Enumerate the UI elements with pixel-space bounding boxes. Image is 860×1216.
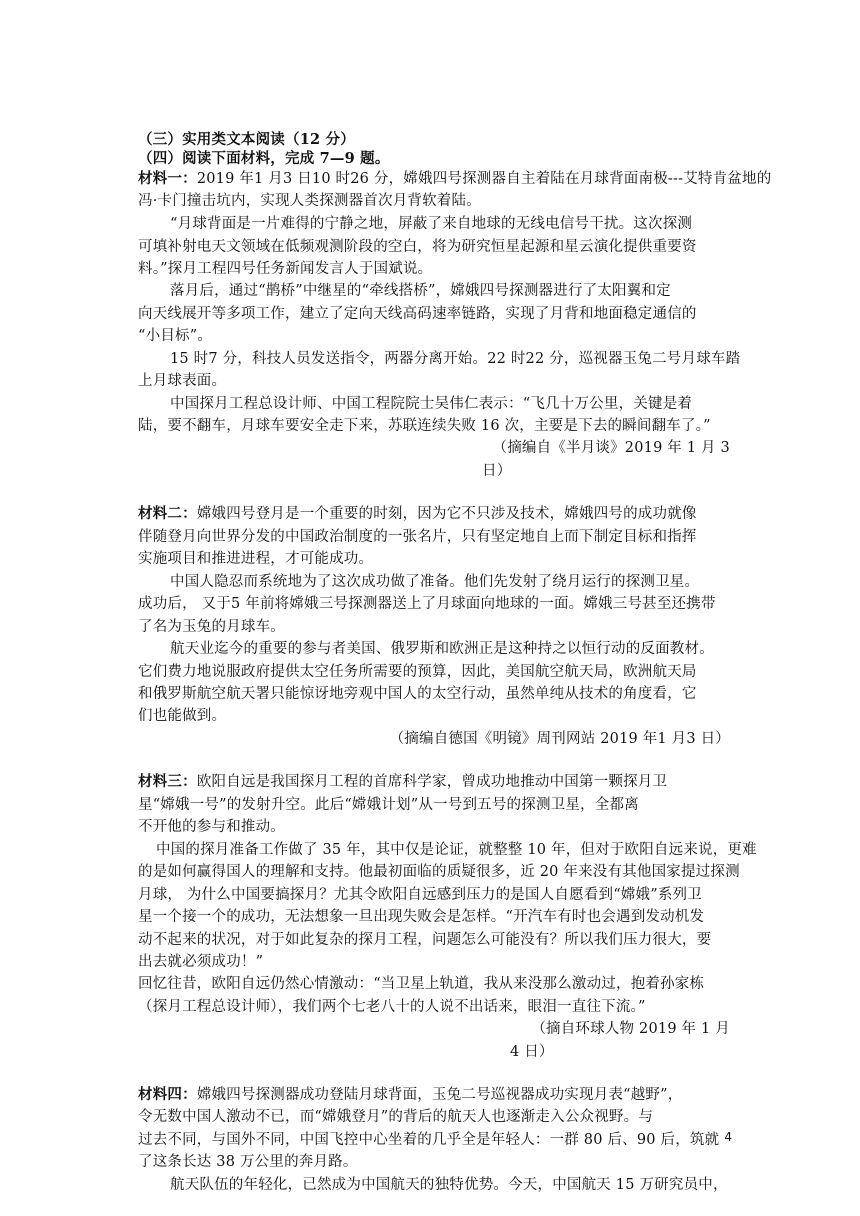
material-1-line-2: 冯·卡门撞击坑内，实现人类探测器首次月背软着陆。	[138, 193, 481, 209]
material-3-text: 欧阳自远是我国探月工程的首席科学家，曾成功地推动中国第一颗探月卫	[196, 774, 668, 790]
material-2-line-7: 航天业迄今的重要的参与者美国、俄罗斯和欧洲正是这种持之以恒行动的反面教材。	[170, 641, 714, 657]
material-3-line-2: 星“嫦娥一号”的发射升空。此后“嫦娥计划”从一号到五号的探测卫星，全都离	[138, 797, 639, 813]
material-4-label: 材料四：	[138, 1086, 197, 1103]
material-2-line-6: 了名为玉兔的月球车。	[138, 619, 285, 635]
material-4-line-4: 了这条长达 38 万公里的奔月路。	[138, 1154, 358, 1170]
material-2-label: 材料二：	[138, 505, 197, 522]
page-number: 4	[724, 1130, 732, 1144]
material-2-line-8: 它们费力地说服政府提供太空任务所需要的预算，因此，美国航空航天局，欧洲航天局	[138, 664, 697, 680]
material-3-line-8: 动不起来的状况，对于如此复杂的探月工程，问题怎么可能没有？所以我们压力很大，要	[138, 932, 712, 948]
material-1-line-10: 上月球表面。	[138, 373, 227, 389]
material-1-line-8: “小目标”。	[138, 328, 213, 344]
material-1-label: 材料一：	[138, 170, 197, 187]
section-title: （三）实用类文本阅读（12 分）	[138, 131, 355, 148]
material-3-line-6: 月球， 为什么中国要搞探月？尤其令欧阳自远感到压力的是国人自愿看到“嫦娥”系列卫	[138, 887, 702, 903]
material-3-line-11: （探月工程总设计师），我们两个七老八十的人说不出话来，眼泪一直往下流。”	[138, 999, 646, 1015]
material-3-line-7: 星一个接一个的成功，无法想象一旦出现失败会是怎样。“开汽车有时也会遇到发动机发	[138, 909, 705, 925]
material-1-source-cont: 日）	[482, 463, 512, 479]
material-3-source: （摘自环球人物 2019 年 1 月	[531, 1021, 730, 1037]
material-1-line-9: 15 时7 分，科技人员发送指令，两器分离开始。22 时22 分，巡视器玉兔二号月球车踏	[170, 351, 741, 367]
material-3-line-1	[138, 772, 667, 792]
material-4-line-2: 令无数中国人激动不已，而“嫦娥登月”的背后的航天人也逐渐走入公众视野。与	[138, 1109, 654, 1125]
material-4-line-3: 过去不同，与国外不同，中国飞控中心坐着的几乎全是年轻人：一群 80 后、90 后，筑就	[138, 1132, 720, 1148]
material-2-line-10: 们也能做到。	[138, 708, 227, 724]
material-3-label: 材料三：	[138, 773, 197, 790]
material-1-line-12: 陆，要不翻车，月球车要安全走下来，苏联连续失败 16 次，主要是下去的瞬间翻车了。”	[138, 418, 711, 434]
material-1-line-1	[138, 169, 771, 189]
material-3-line-3: 不开他的参与和推动。	[138, 819, 285, 835]
material-1-text: 2019 年1 月3 日10 时26 分，嫦娥四号探测器自主着陆在月球背面南极---艾特肯盆地的	[196, 171, 772, 187]
material-3-line-9: 出去就必须成功！”	[138, 954, 264, 970]
material-3-source-cont: 4 日）	[510, 1044, 554, 1060]
material-4-line-1	[138, 1085, 682, 1105]
material-1-line-11: 中国探月工程总设计师、中国工程院院士吴伟仁表示：“飞几十万公里，关键是着	[170, 396, 693, 412]
material-2-line-2: 伴随登月向世界分发的中国政治制度的一张名片，只有坚定地自上而下制定目标和指挥	[138, 529, 697, 545]
material-4-line-5: 航天队伍的年轻化，已然成为中国航天的独特优势。今天，中国航天 15 万研究员中，	[170, 1177, 728, 1193]
material-2-line-9: 和俄罗斯航空航天署只能惊讶地旁观中国人的太空行动，虽然单纯从技术的角度看，它	[138, 686, 697, 702]
material-1-source: （摘编自《半月谈》2019 年 1 月 3	[492, 440, 730, 456]
material-2-line-1	[138, 504, 697, 524]
material-3-line-10: 回忆往昔，欧阳自远仍然心情激动：“当卫星上轨道，我从来没那么激动过，抱着孙家栋	[138, 976, 705, 992]
material-1-line-5: 料。”探月工程四号任务新闻发言人于国斌说。	[138, 261, 433, 277]
material-3-line-5: 的是如何赢得国人的理解和支持。他最初面临的质疑很多，近 20 年来没有其他国家提过探测	[138, 864, 740, 880]
material-1-line-7: 向天线展开等多项工作，建立了定向天线高码速率链路，实现了月背和地面稳定通信的	[138, 306, 697, 322]
material-1-line-4: 可填补射电天文领域在低频观测阶段的空白，将为研究恒星起源和星云演化提供重要资	[138, 239, 697, 255]
material-1-line-3: “月球背面是一片难得的宁静之地，屏蔽了来自地球的无线电信号干扰。这次探测	[170, 216, 693, 232]
material-3-line-4: 中国的探月准备工作做了 35 年，其中仅是论证，就整整 10 年，但对于欧阳自远来说，更难	[156, 842, 757, 858]
material-2-line-4: 中国人隐忍而系统地为了这次成功做了准备。他们先发射了绕月运行的探测卫星。	[170, 574, 700, 590]
material-2-line-3: 实施项目和推进进程，才可能成功。	[138, 551, 374, 567]
material-2-source: （摘编自德国《明镜》周刊网站 2019 年1 月3 日）	[389, 731, 730, 747]
material-2-line-5: 成功后， 又于5 年前将嫦娥三号探测器送上了月球面向地球的一面。嫦娥三号甚至还携带	[138, 596, 716, 612]
material-1-line-6: 落月后，通过“鹊桥”中继星的“牵线搭桥”，嫦娥四号探测器进行了太阳翼和定	[170, 283, 671, 299]
material-4-text: 嫦娥四号探测器成功登陆月球背面，玉兔二号巡视器成功实现月表“越野”，	[196, 1087, 683, 1103]
instruction: （四）阅读下面材料，完成 7—9 题。	[138, 150, 390, 167]
material-2-text: 嫦娥四号登月是一个重要的时刻，因为它不只涉及技术，嫦娥四号的成功就像	[196, 506, 697, 522]
